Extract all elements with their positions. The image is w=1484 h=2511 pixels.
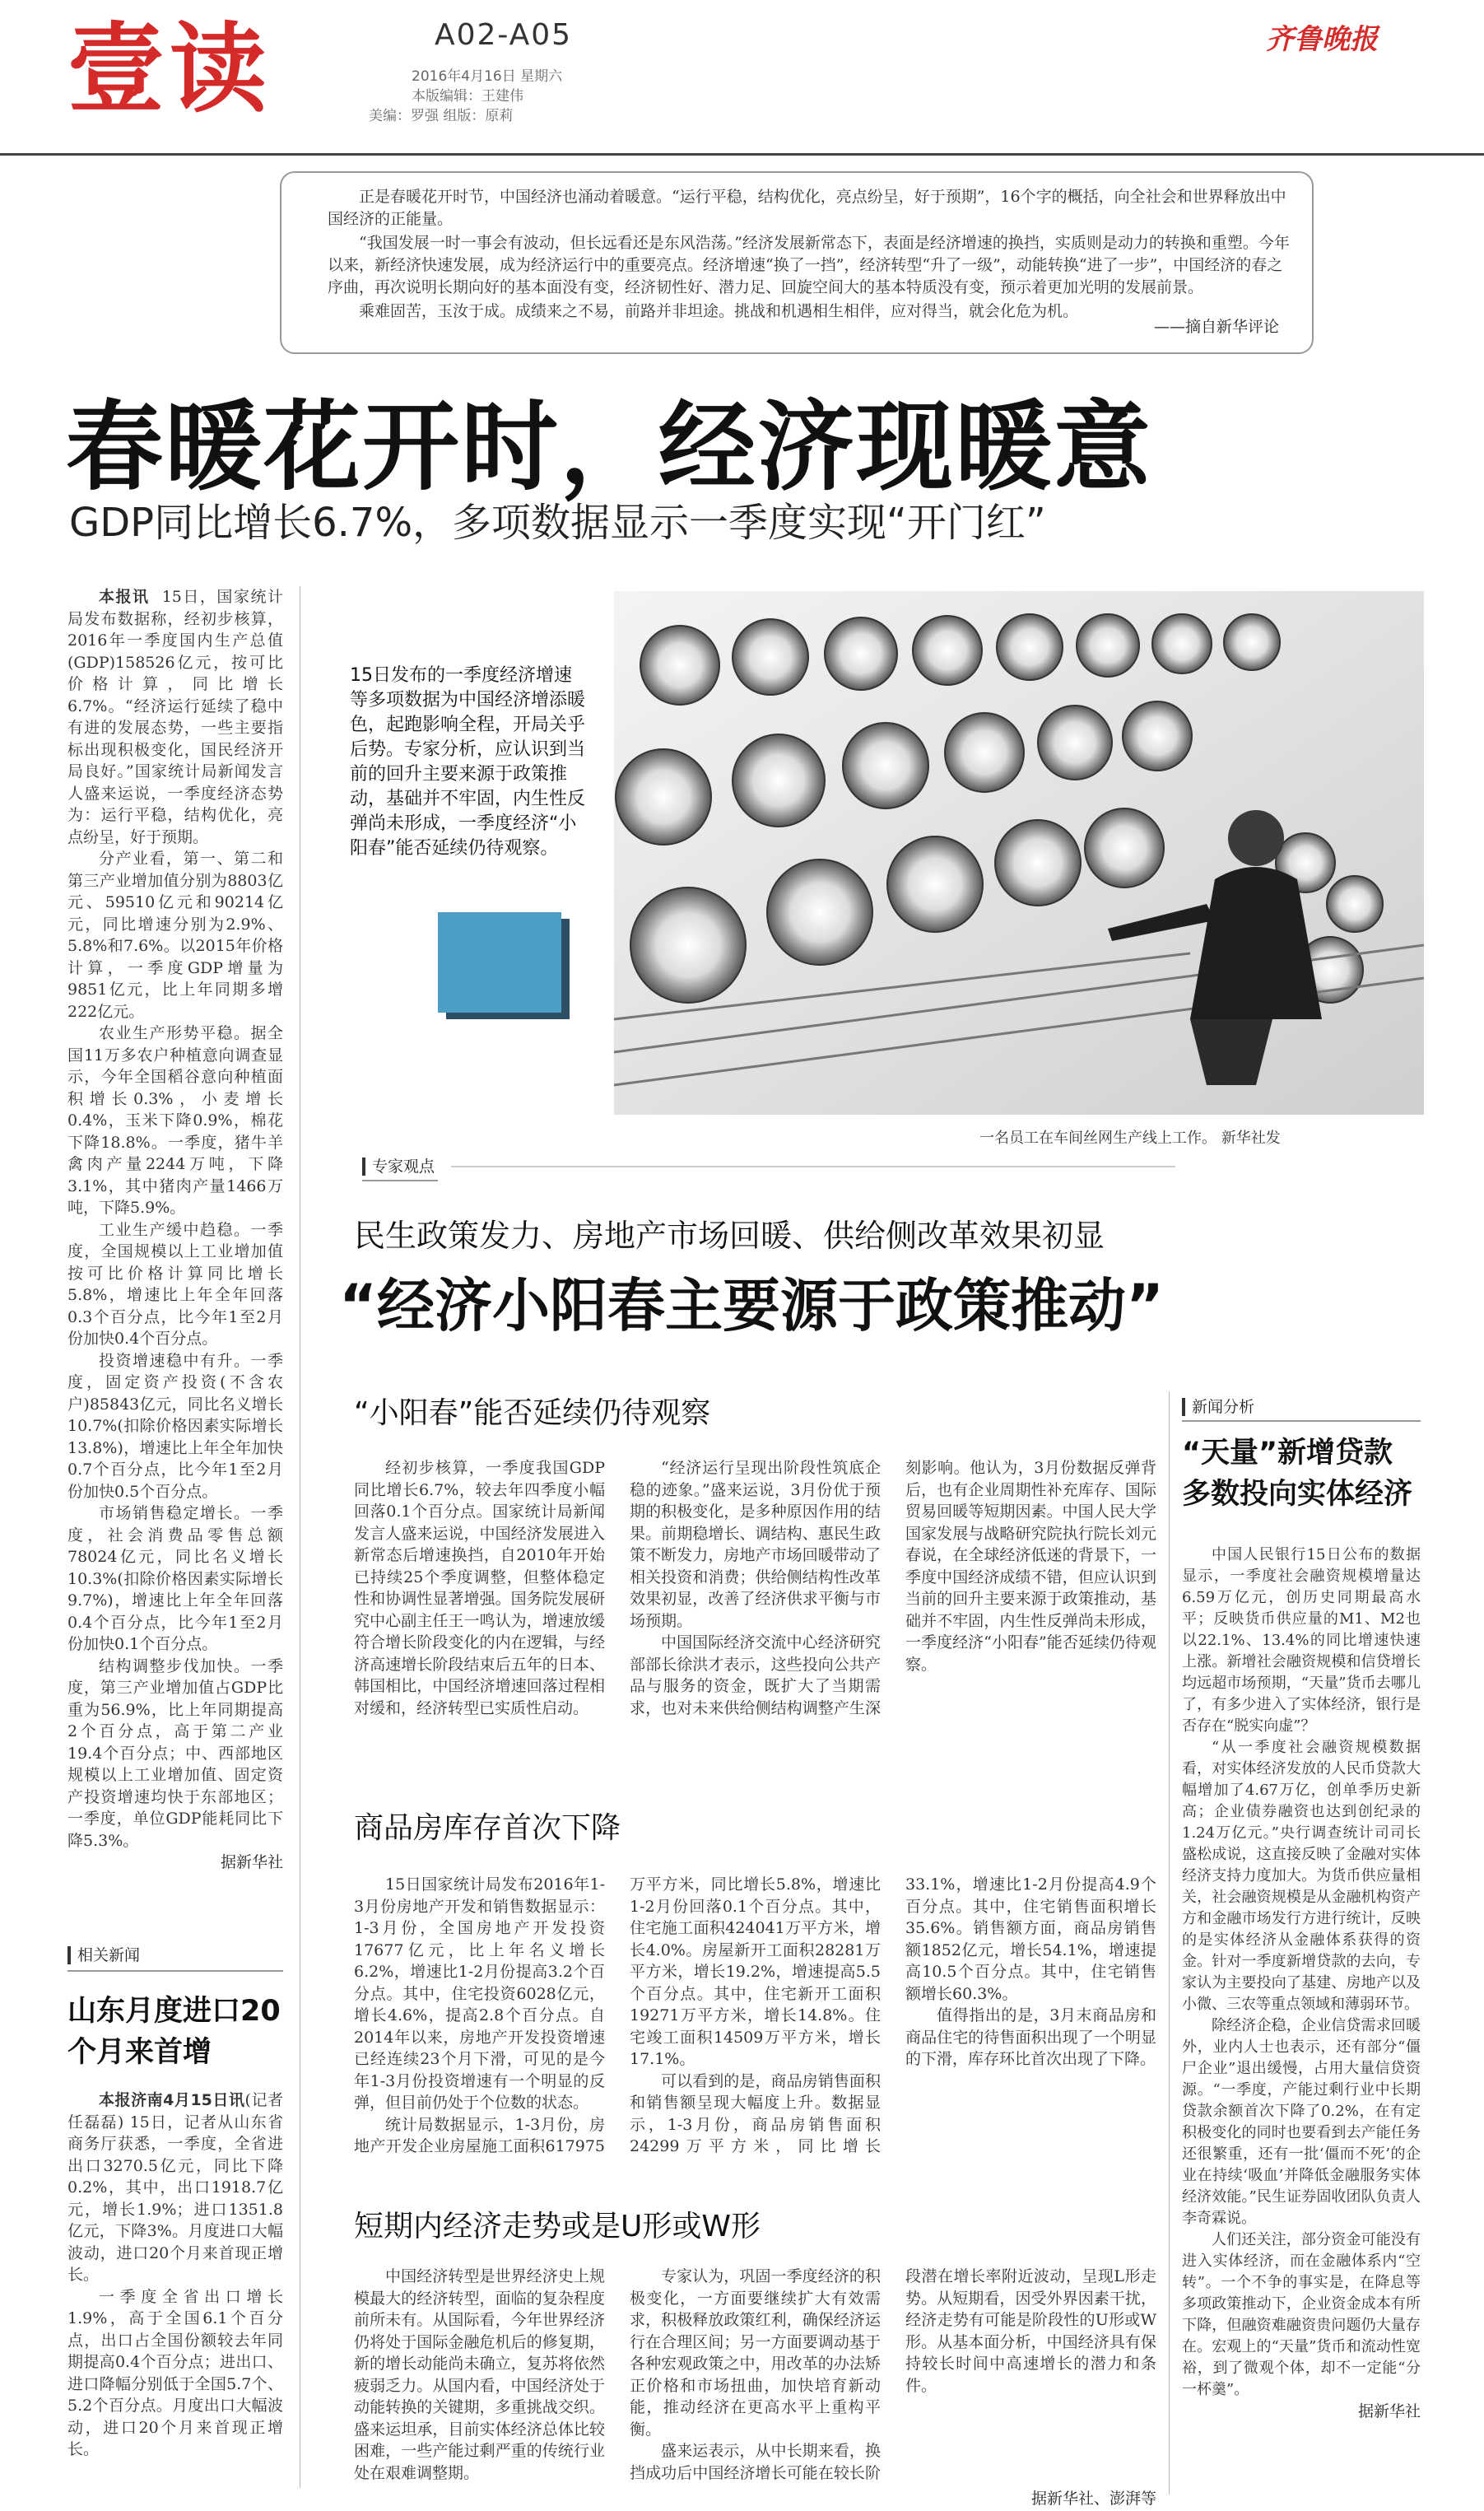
related-lead: 本报济南4月15日讯 — [99, 2091, 245, 2109]
related-reporter: (记者 任磊磊) — [67, 2091, 283, 2131]
article-paragraph: 投资增速稳中有升。一季度，固定资产投资(不含农户)85843亿元，同比名义增长10.7%(扣除价格因素实际增长13.8%)，增速比上年全年加快0.7个百分点，比今年1至2月份加快0.5个百分点。 — [67, 1351, 283, 1501]
analysis-paragraph: 除经济企稳，企业信贷需求回暖外，业内人士也表示，还有部分“僵尸企业”退出缓慢，占用大量信贷资源。“一季度，产能过剩行业中长期贷款余额首次下降了0.2%，在有定积极变化的同时也要看到去产能任务还很繁重，还有一批‘僵而不死’的企业在持续‘吸血’并降低金融服务实体经济效能。”民生证券固收团队负责人李奇霖说。 — [1182, 2017, 1421, 2227]
section-body — [354, 2266, 1156, 2486]
article-paragraph: 分产业看，第一、第二和第三产业增加值分别为8803亿元、59510亿元和90214亿元，同比增速分别为2.9%、5.8%和7.6%。以2015年价格计算，一季度GDP增量为9851亿元，比上年同期多增222亿元。 — [67, 850, 283, 1021]
article-paragraph: 工业生产缓中趋稳。一季度，全国规模以上工业增加值按可比价格计算同比增长5.8%，增速比上年全年回落0.3个百分点，比今年1至2月份加快0.4个百分点。 — [67, 1220, 283, 1348]
related-article — [67, 2089, 283, 2461]
related-paragraph: 一季度全省出口增长1.9%，高于全国6.1个百分点，出口占全国份额较去年同期提高0.4个百分点；进出口、进口降幅分别低于全国5.7个、5.2个百分点。月度出口大幅波动，进口20个月来首现正增长。 — [67, 2287, 283, 2458]
section-paragraph: 中国国际经济交流中心经济研究部部长徐洪才表示，这些投向公共产品与服务的资金，既扩大了当期需求，也对未来供给侧结构调整产生深刻影响。他认为，3月份数据反弹背后，也有企业周期性补充库存、国际贸易回暖等短期因素。中国人民大学国家发展与战略研究院执行院长刘元春说，在全球经济低迷的背景下，一季度中国经济成绩不错，但应认识到当前的回升主要来源于政策推动，基础并不牢固，内生性反弹尚未形成，一季度经济“小阳春”能否延续仍待观察。 — [630, 1459, 1156, 1717]
expert-tag: 专家观点 — [362, 1154, 438, 1181]
section-paragraph: 盛来运表示，从中长期来看，换挡成功后中国经济增长可能在较长阶段潜在增长率附近波动，呈现L形走势。从短期看，因受外界因素干扰，经济走势有可能是阶段性的U形或W形。从基本面分析，中国经济具有保持较长时间中高速增长的潜力和条件。 — [630, 2267, 1156, 2482]
intro-box — [280, 171, 1314, 354]
design-line: 美编：罗强 组版：原莉 — [369, 108, 514, 124]
expert-credit: 据新华社、澎湃等 — [1030, 2490, 1156, 2508]
section-paragraph: 中国经济转型是世界经济史上规模最大的经济转型，面临的复杂程度前所未有。从国际看，今年世界经济仍将处于国际金融危机后的修复期，新的增长动能尚未确立，复苏将依然疲弱乏力。从国内看，中国经济处于动能转换的关键期，多重挑战交织。盛来运坦承，目前实体经济总体比较困难，一些产能过剩严重的传统行业处在艰难调整期。 — [354, 2267, 605, 2482]
analysis-credit: 据新华社 — [1357, 2402, 1421, 2420]
section-paragraph: 15日国家统计局发布2016年1-3月份房地产开发和销售数据显示：1-3月份，全国房地产开发投资17677亿元，比上年名义增长6.2%，增速比1-2月份提高3.2个百分点。其中，住宅投资6028亿元，增长4.6%，提高2.8个百分点。自2014年以来，房地产开发投资增速已经连续23个月下滑，可见的是今年1-3月份投资增速有一个明显的反弹，但目前仍处于个位数的状态。 — [354, 1875, 605, 2112]
article-paragraph: 农业生产形势平稳。据全国11万多农户种植意向调查显示，今年全国稻谷意向种植面积增长0.3%，小麦增长0.4%，玉米下降0.9%，棉花下降18.8%。一季度，猪牛羊禽肉产量2244万吨，下降3.1%，其中猪肉产量1466万吨，下降5.9%。 — [67, 1024, 283, 1217]
article-paragraph: 市场销售稳定增长。一季度，社会消费品零售总额78024亿元，同比名义增长10.3%(扣除价格因素实际增长9.7%)，增速比上年全年回落0.4个百分点，比今年1至2月份加快0.1个百分点。 — [67, 1504, 283, 1653]
section-heading: 短期内经济走势或是U形或W形 — [354, 2210, 761, 2243]
section-body — [354, 1874, 1156, 2203]
intro-paragraph: 乘难固苦，玉汝于成。成绩来之不易，前路并非坦途。挑战和机遇相生相伴，应对得当，就会化危为机。 — [359, 302, 1079, 320]
section-heading: 商品房库存首次下降 — [354, 1811, 621, 1845]
section-logo: 壹读 — [67, 12, 272, 126]
left-article — [67, 586, 283, 1874]
header-divider — [0, 153, 1484, 156]
section-heading: “小阳春”能否延续仍待观察 — [354, 1396, 711, 1430]
date-line: 2016年4月16日 星期六 — [412, 68, 563, 85]
related-paragraph: 15日，记者从山东省商务厅获悉，一季度，全省进出口3270.5亿元，同比下降0.2%，其中，出口1918.7亿元，增长1.9%；进口1351.8亿元，下降3%。月度进口大幅波动，进口20个月来首现正增长。 — [67, 2113, 283, 2284]
article-credit: 据新华社 — [220, 1853, 283, 1871]
expert-tag-line — [451, 1166, 1175, 1167]
photo-caption: 一名员工在车间丝网生产线上工作。 新华社发 — [979, 1130, 1281, 1147]
news-analysis-body — [1182, 1544, 1421, 2422]
section-paragraph: 经初步核算，一季度我国GDP同比增长6.7%，较去年四季度小幅回落0.1个百分点。国家统计局新闻发言人盛来运说，中国经济发展进入新常态后增速换挡，自2010年开始已持续25个季度调整，但整体稳定性和协调性显著增强。国务院发展研究中心副主任王一鸣认为，增速放缓符合增长阶段变化的内在逻辑，与经济高速增长阶段结束后五年的日本、韩国相比，中国经济增速回落过程相对缓和，经济转型已实质性启动。 — [354, 1459, 605, 1717]
paper-logo: 齐鲁晚报 — [1266, 23, 1378, 56]
analysis-paragraph: “从一季度社会融资规模数据看，对实体经济发放的人民币贷款大幅增加了4.67万亿，创单季历史新高；企业债券融资也达到创纪录的1.24万亿元。”央行调查统计司司长盛松成说，这直接反映了金融对实体经济支持力度加大。为货币供应量相关，社会融资规模是从金融机构资产方和金融市场发行方进行统计，反映的是实体经济从金融体系获得的资金。针对一季度新增贷款的去向，专家认为主要投向了基建、房地产以及小微、三农等重点领域和薄弱环节。 — [1182, 1739, 1421, 2013]
intro-paragraph: 正是春暖花开时节，中国经济也涌动着暖意。“运行平稳，结构优化，亮点纷呈，好于预期”，16个字的概括，向全社会和世界释放出中国经济的正能量。 — [328, 188, 1286, 228]
factory-photo — [614, 591, 1424, 1115]
expert-kicker: 民生政策发力、房地产市场回暖、供给侧改革效果初显 — [354, 1218, 1105, 1254]
section-paragraph: 可以看到的是，商品房销售面积和销售额呈现大幅度上升。数据显示，1-3月份，商品房销售面积24299万平方米，同比增长33.1%，增速比1-2月份提高4.9个百分点。其中，住宅销售面积增长35.6%。销售额方面，商品房销售额1852亿元，增长54.1%，增速提高10.5个百分点。其中，住宅销售额增长60.3%。 — [630, 1875, 1156, 2155]
editor-line: 本版编辑：王建伟 — [412, 88, 523, 105]
news-analysis-tag: 新闻分析 — [1182, 1395, 1421, 1422]
intro-paragraph: “我国发展一时一事会有波动，但长远看还是东风浩荡。”经济发展新常态下，表面是经济增速的换挡，实质则是动力的转换和重塑。今年以来，新经济快速发展，成为经济运行中的重要亮点。经济增速“换了一挡”，经济转型“升了一级”，动能转换“进了一步”，中国经济的春之序曲，再次说明长期向好的基本面没有变，经济韧性好、潜力足、回旋空间大的基本特质没有变，预示着更加光明的发展前景。 — [328, 234, 1290, 296]
main-subheadline: GDP同比增长6.7%，多项数据显示一季度实现“开门红” — [69, 500, 1046, 546]
expert-title: “经济小阳春主要源于政策推动” — [339, 1272, 1165, 1339]
section-paragraph: 专家认为，巩固一季度经济的积极变化，一方面要继续扩大有效需求，积极释放政策红利，确保经济运行在合理区间；另一方面要调动基于各种宏观政策之中，用改革的办法矫正价格和市场扭曲，加快培育新动能，推动经济在更高水平上重构平衡。 — [630, 2267, 881, 2439]
section-paragraph: 值得指出的是，3月末商品房和商品住宅的待售面积出现了一个明显的下滑，库存环比首次出现了下降。 — [905, 2006, 1156, 2068]
intro-source: ——摘自新华评论 — [1153, 318, 1279, 336]
section-paragraph: 统计局数据显示，1-3月份，房地产开发企业房屋施工面积617975万平方米，同比增长5.8%，增速比1-2月份回落0.1个百分点。其中，住宅施工面积424041万平方米，增长4.0%。房屋新开工面积28281万平方米，增长19.2%，增速提高5.5个百分点。其中，住宅新开工面积19271万平方米，增长14.8%。住宅竣工面积14509万平方米，增长17.1%。 — [354, 1875, 881, 2155]
section-body — [354, 1457, 1156, 1787]
related-news-tag: 相关新闻 — [67, 1943, 283, 1972]
analysis-paragraph: 中国人民银行15日公布的数据显示，一季度社会融资规模增量达6.59万亿元，创历史同期最高水平；反映货币供应量的M1、M2也以22.1%、13.4%的同比增速快速上涨。新增社会融资规模和信贷增长均远超市场预期，“天量”货币去哪儿了，有多少进入了实体经济，银行是否存在“脱实向虚”？ — [1182, 1546, 1421, 1735]
article-paragraph: 15日，国家统计局发布数据称，经初步核算，2016年一季度国内生产总值(GDP)158526亿元，按可比价格计算，同比增长6.7%。“经济运行延续了稳中有进的发展态势，一些主要指标出现积极变化，国民经济开局良好。”国家统计局新闻发言人盛来运说，一季度经济态势为：运行平稳，结构优化，亮点纷呈，好于预期。 — [67, 588, 283, 846]
page-code: A02-A05 — [435, 18, 573, 52]
section-paragraph: “经济运行呈现出阶段性筑底企稳的迹象。”盛来运说，3月份优于预期的积极变化，是多种原因作用的结果。前期稳增长、调结构、惠民生政策不断发力，房地产市场回暖带动了相关投资和消费；供给侧结构性改革效果初显，改善了经济供求平衡与市场预期。 — [630, 1459, 881, 1630]
related-news-title: 山东月度进口20个月来首增 — [67, 1995, 281, 2069]
article-lead: 本报讯 — [99, 588, 150, 606]
decorative-block — [438, 912, 561, 1013]
main-headline: 春暖花开时，经济现暖意 — [66, 390, 1153, 504]
column-divider — [1169, 1391, 1170, 2495]
news-analysis-title: “天量”新增贷款多数投向实体经济 — [1182, 1437, 1413, 1511]
pull-quote: 15日发布的一季度经济增速等多项数据为中国经济增添暖色，起跑影响全程，开局关乎后势。专家分析，应认识到当前的回升主要来源于政策推动，基础并不牢固，内生性反弹尚未形成，一季度经济“小阳春”能否延续仍待观察。 — [350, 665, 586, 859]
article-paragraph: 结构调整步伐加快。一季度，第三产业增加值占GDP比重为56.9%，比上年同期提高2个百分点，高于第二产业19.4个百分点；中、西部地区规模以上工业增加值、固定资产投资增速均快于东部地区；一季度，单位GDP能耗同比下降5.3%。 — [67, 1656, 283, 1850]
analysis-paragraph: 人们还关注，部分资金可能没有进入实体经济，而在金融体系内“空转”。一个不争的事实是，在降息等多项政策推动下，企业资金成本有所下降，但融资难融资贵问题仍大量存在。宏观上的“天量”货币和流动性宽裕，到了微观个体，却不一定能“分一杯羹”。 — [1182, 2231, 1421, 2398]
